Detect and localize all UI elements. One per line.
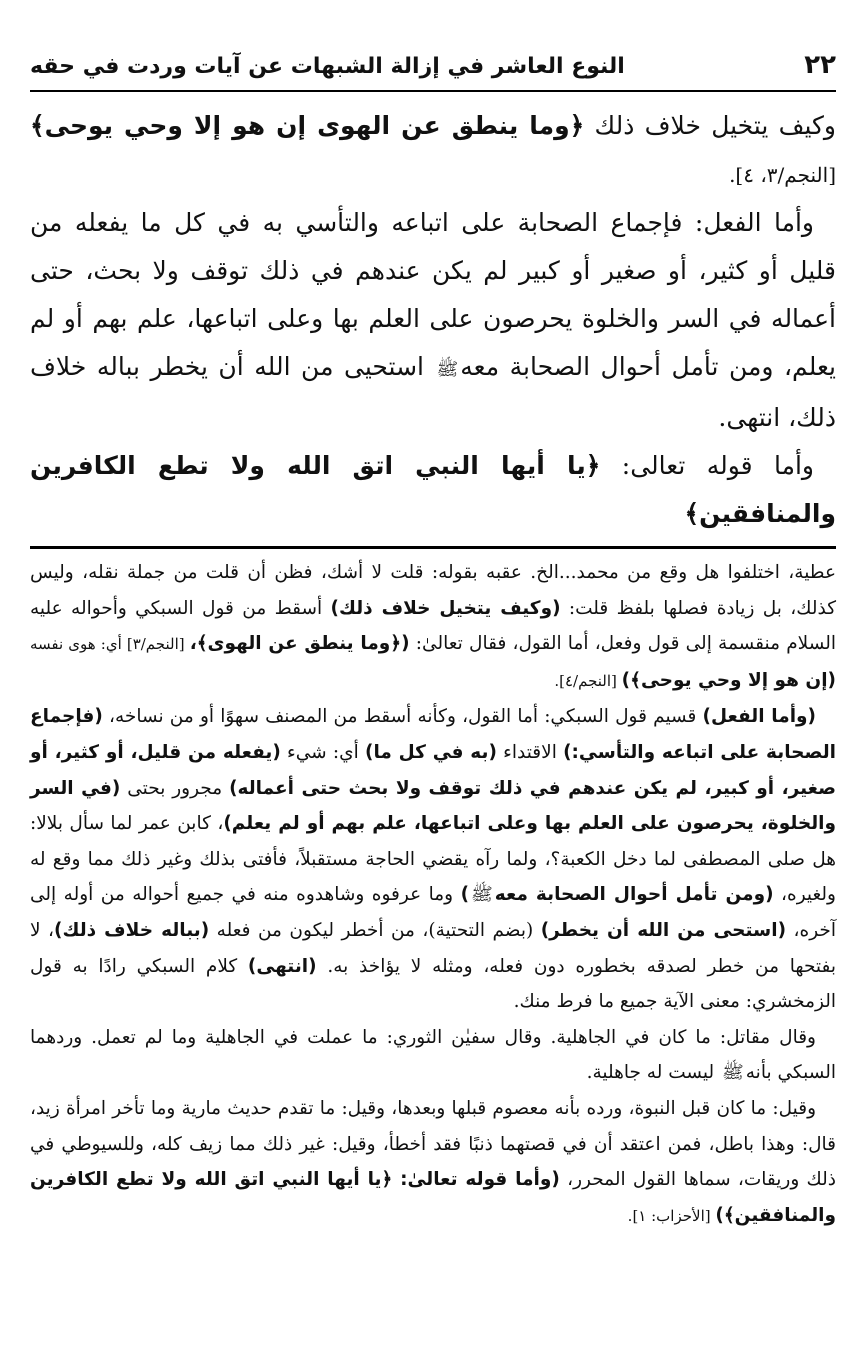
note-text: وقال مقاتل: ما كان في الجاهلية. وقال سفيٰن الثوري: ما عملت في الجاهلية وما لم تعمل. وردهما السبكي بأنه — [30, 1026, 836, 1084]
quran-quote: ﴿يا أيها النبي اتق الله ولا تطع الكافرين والمنافقين﴾ — [30, 451, 836, 528]
note-text: قسيم قول السبكي: أما القول، وكأنه أسقط من المصنف سهوًا أو من نساخه، — [102, 706, 703, 728]
note-bold: ) — [460, 884, 470, 906]
note-text: وما عرفوه وشاهدوه منه في جميع أحواله من أوله إلى آخره، — [30, 884, 836, 941]
note-bold: (إن هو إلا وحي يوحى﴾) — [621, 669, 836, 691]
note-text: أسقط من قول السبكي وأحواله عليه السلام منقسمة إلى قول وفعل، أما القول، فقال تعالىٰ: — [30, 597, 836, 655]
note-text: [النجم/٤]. — [554, 671, 622, 690]
note-text: (بضم التحتية)، من أخطر ليكون من فعله — [209, 919, 541, 941]
note-bold: (وأما الفعل) — [702, 706, 816, 728]
note-text: وقيل: ما كان قبل النبوة، ورده بأنه معصوم قبلها وبعدها، وقيل: ما تقدم حديث مارية وما تأخر امرأة زيد، قال: وهذا باطل، فمن اعتقد أن في قصتهما ذنبًا فقد أخطأ، وقيل: غير ذلك مما زيف كله، وللسيوطي في ذلك وريقات، سماها القول المحرر، — [30, 1097, 837, 1191]
page-number: ٢٢ — [804, 50, 836, 80]
commentary-paragraph-3 — [30, 1020, 836, 1091]
salutation-ligature: ﷺ — [722, 1062, 744, 1084]
verse-reference: [النجم/٣، ٤]. — [729, 163, 836, 187]
main-text-span: وأما قوله تعالى: — [600, 451, 814, 480]
commentary-paragraph-1 — [30, 555, 836, 699]
note-text: ، كابن عمر لما سأل بلالا: هل صلى المصطفى لما دخل الكعبة؟، ولما رآه يقضي الحاجة مستقبلاً، فأفتى بذلك وغير ذلك مما وقع له ولغيره، — [30, 813, 836, 906]
note-text: ليست له جاهلية. — [586, 1062, 721, 1084]
note-text: [النجم/٣] أي: هوى نفسه — [30, 635, 190, 654]
note-text: كلام السبكي رادًا به قول الزمخشري: معنى الآية جميع ما فرط منك. — [30, 955, 836, 1013]
main-paragraph-1 — [30, 102, 836, 199]
note-text: [الأحزاب: ١]. — [627, 1206, 716, 1225]
note-text: عطية، اختلفوا هل وقع من محمد...الخ. عقبه بقوله: قلت لا أشك، فظن أن قلت من جملة نقله، وليس كذلك، بل زيادة فصلها بلفظ قلت: — [30, 562, 837, 619]
main-text — [30, 102, 836, 538]
running-title: النوع العاشر في إزالة الشبهات عن آيات وردت في حقه — [30, 54, 625, 79]
salutation-ligature: ﷺ — [436, 359, 459, 380]
book-page — [30, 50, 836, 1340]
note-text: أي: شيء — [280, 741, 365, 763]
note-bold: (وكيف يتخيل خلاف ذلك) — [330, 597, 561, 619]
note-bold: (يفعله من قليل، أو كثير، أو صغير، أو كبير، لم يكن عندهم في ذلك توقف ولا بحث حتى أعماله) — [30, 741, 836, 799]
commentary-divider — [30, 546, 836, 549]
note-text: الاقتداء — [496, 741, 564, 763]
salutation-ligature: ﷺ — [471, 884, 493, 906]
note-text: ، لا بفتحها من خطر لصدقه بخطوره دون فعله، ومثله لا يؤاخذ به. — [30, 919, 836, 977]
commentary-paragraph-4 — [30, 1091, 836, 1234]
note-bold: (فإجماع الصحابة على اتباعه والتأسي:) — [30, 706, 836, 763]
main-text-span: وأما الفعل: فإجماع الصحابة على اتباعه والتأسي به في كل ما يفعله من قليل أو كثير، أو صغير أو كبير لم يكن عندهم في ذلك توقف ولا بحث، حتى أعماله في السر والخلوة يحرصون على العلم بها وعلى اتباعها، علم بهم أو لم يعلم، ومن تأمل أحوال الصحابة معه — [30, 208, 836, 381]
note-bold: (بباله خلاف ذلك) — [54, 919, 210, 941]
note-bold: (ومن تأمل أحوال الصحابة معه — [494, 884, 774, 906]
quran-quote: ﴿وما ينطق عن الهوى إن هو إلا وحي يوحى﴾ — [30, 111, 585, 140]
main-text-span: وكيف يتخيل خلاف ذلك — [584, 111, 836, 140]
note-bold: (في السر والخلوة، يحرصون على العلم بها وعلى اتباعها، علم بهم أو لم يعلم) — [30, 777, 837, 835]
commentary-paragraph-2 — [30, 699, 836, 1019]
main-paragraph-2 — [30, 199, 836, 442]
commentary — [30, 555, 836, 1234]
note-bold: (استحى من الله أن يخطر) — [540, 919, 787, 941]
note-bold: (﴿وما ينطق عن الهوى﴾، — [189, 633, 410, 655]
note-bold: (وأما قوله تعالىٰ: ﴿يا أيها النبي اتق الله ولا تطع الكافرين والمنافقين﴾) — [30, 1169, 836, 1226]
page-header — [30, 50, 836, 92]
note-bold: (به في كل ما) — [364, 741, 497, 763]
note-text: مجرور بحتى — [120, 777, 230, 799]
main-text-span: استحيى من الله أن يخطر بباله خلاف ذلك، انتهى. — [30, 352, 836, 432]
main-paragraph-3 — [30, 442, 836, 538]
note-bold: (انتهى) — [247, 955, 317, 977]
